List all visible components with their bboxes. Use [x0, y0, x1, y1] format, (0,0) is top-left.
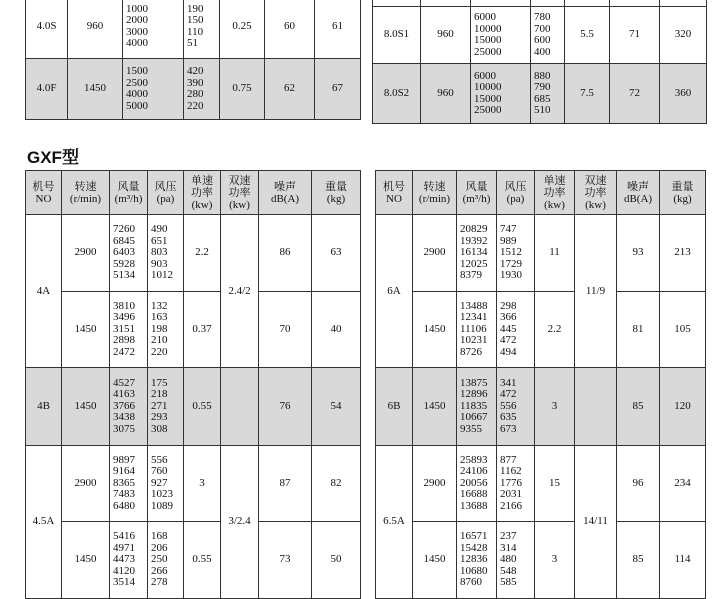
header-weight: 重量 (kg) — [660, 171, 706, 215]
table-row — [26, 0, 361, 59]
model-cell: 8.0S1 — [373, 7, 421, 64]
weight-cell: 67 — [315, 59, 361, 120]
header-single-power: 单速 功率 (kw) — [535, 171, 575, 215]
table-row — [376, 522, 706, 599]
table-row — [26, 59, 361, 120]
weight-cell: 61 — [315, 0, 361, 59]
noise-cell: 62 — [265, 59, 315, 120]
section-title: GXF型 — [27, 148, 79, 167]
model-cell: 6B — [376, 368, 413, 446]
dual-power-cell: 11/9 — [575, 215, 617, 368]
noise-cell: 76 — [259, 368, 312, 446]
single-power-cell: 0.55 — [184, 522, 221, 599]
flow-cell: 13875 12896 11835 10667 9355 — [457, 368, 497, 446]
flow-cell: 3810 3496 3151 2898 2472 — [110, 291, 148, 368]
weight-cell: 63 — [312, 215, 361, 292]
speed-cell: 960 — [68, 0, 123, 59]
header-speed: 转速 (r/min) — [413, 171, 457, 215]
pressure-cell: 877 1162 1776 2031 2166 — [497, 445, 535, 522]
spec-table-gxf-left — [25, 170, 361, 599]
noise-cell: 85 — [617, 368, 660, 446]
weight-cell: 40 — [312, 291, 361, 368]
header-model: 机号 NO — [26, 171, 62, 215]
table-row — [376, 445, 706, 522]
pressure-cell: 132 163 198 210 220 — [148, 291, 184, 368]
model-cell: 8.0S2 — [373, 64, 421, 124]
weight-cell: 82 — [312, 445, 361, 522]
pressure-cell: 237 314 480 548 585 — [497, 522, 535, 599]
pressure-cell: 175 218 271 293 308 — [148, 368, 184, 446]
pressure-cell: 298 366 445 472 494 — [497, 291, 535, 368]
table-row — [373, 64, 707, 124]
weight-cell: 320 — [660, 7, 707, 64]
power-cell: 7.5 — [565, 64, 610, 124]
dual-power-cell: 14/11 — [575, 445, 617, 598]
speed-cell: 1450 — [68, 59, 123, 120]
single-power-cell: 0.37 — [184, 291, 221, 368]
header-model: 机号 NO — [376, 171, 413, 215]
noise-cell: 85 — [617, 522, 660, 599]
speed-cell: 1450 — [413, 522, 457, 599]
pressure-cell: 780 700 600 400 — [531, 7, 565, 64]
dual-power-cell — [221, 368, 259, 446]
pressure-cell: 168 206 250 266 278 — [148, 522, 184, 599]
single-power-cell: 0.55 — [184, 368, 221, 446]
flow-cell: 25893 24106 20056 16688 13688 — [457, 445, 497, 522]
pressure-cell: 747 989 1512 1729 1930 — [497, 215, 535, 292]
model-cell: 6A — [376, 215, 413, 368]
flow-cell: 6000 10000 15000 25000 — [471, 7, 531, 64]
single-power-cell: 11 — [535, 215, 575, 292]
spec-table-gxf-right — [375, 170, 706, 599]
header-single-power: 单速 功率 (kw) — [184, 171, 221, 215]
header-speed: 转速 (r/min) — [62, 171, 110, 215]
weight-cell: 213 — [660, 215, 706, 292]
speed-cell: 1450 — [62, 291, 110, 368]
speed-cell: 2900 — [413, 445, 457, 522]
weight-cell: 234 — [660, 445, 706, 522]
noise-cell: 86 — [259, 215, 312, 292]
pressure-cell: 190 150 110 51 — [184, 0, 220, 59]
spec-table-top-left — [25, 0, 361, 120]
speed-cell: 960 — [421, 7, 471, 64]
flow-cell: 16571 15428 12836 10680 8760 — [457, 522, 497, 599]
power-cell: 5.5 — [565, 7, 610, 64]
table-row — [26, 522, 361, 599]
header-dual-power: 双速 功率 (kw) — [221, 171, 259, 215]
spec-table-top-right — [372, 0, 707, 124]
model-cell: 4.0S — [26, 0, 68, 59]
model-cell: 4A — [26, 215, 62, 368]
noise-cell: 71 — [610, 7, 660, 64]
weight-cell: 54 — [312, 368, 361, 446]
noise-cell: 73 — [259, 522, 312, 599]
power-cell: 0.25 — [220, 0, 265, 59]
header-pressure: 风压 (pa) — [497, 171, 535, 215]
single-power-cell: 2.2 — [184, 215, 221, 292]
speed-cell: 960 — [421, 64, 471, 124]
flow-cell: 6000 10000 15000 25000 — [471, 64, 531, 124]
header-pressure: 风压 (pa) — [148, 171, 184, 215]
header-flow: 风量 (m³/h) — [457, 171, 497, 215]
noise-cell: 96 — [617, 445, 660, 522]
model-cell: 4.0F — [26, 59, 68, 120]
dual-power-cell: 2.4/2 — [221, 215, 259, 368]
flow-cell: 4527 4163 3766 3438 3075 — [110, 368, 148, 446]
table-row — [26, 445, 361, 522]
table-row — [373, 7, 707, 64]
noise-cell: 70 — [259, 291, 312, 368]
speed-cell: 1450 — [413, 368, 457, 446]
dual-power-cell: 3/2.4 — [221, 445, 259, 598]
weight-cell: 360 — [660, 64, 707, 124]
speed-cell: 2900 — [62, 445, 110, 522]
table-row — [376, 215, 706, 292]
flow-cell: 20829 19392 16134 12025 8379 — [457, 215, 497, 292]
flow-cell: 1000 2000 3000 4000 — [123, 0, 184, 59]
single-power-cell: 3 — [535, 522, 575, 599]
flow-cell: 7260 6845 6403 5928 5134 — [110, 215, 148, 292]
single-power-cell: 15 — [535, 445, 575, 522]
weight-cell: 50 — [312, 522, 361, 599]
pressure-cell: 880 790 685 510 — [531, 64, 565, 124]
model-cell: 4.5A — [26, 445, 62, 598]
flow-cell: 13488 12341 11106 10231 8726 — [457, 291, 497, 368]
noise-cell: 60 — [265, 0, 315, 59]
single-power-cell: 3 — [535, 368, 575, 446]
pressure-cell: 341 472 556 635 673 — [497, 368, 535, 446]
model-cell: 6.5A — [376, 445, 413, 598]
speed-cell: 2900 — [413, 215, 457, 292]
pressure-cell: 420 390 280 220 — [184, 59, 220, 120]
speed-cell: 2900 — [62, 215, 110, 292]
model-cell: 4B — [26, 368, 62, 446]
noise-cell: 81 — [617, 291, 660, 368]
single-power-cell: 2.2 — [535, 291, 575, 368]
noise-cell: 93 — [617, 215, 660, 292]
speed-cell: 1450 — [62, 368, 110, 446]
weight-cell: 114 — [660, 522, 706, 599]
table-row — [376, 368, 706, 446]
table-row — [26, 368, 361, 446]
noise-cell: 72 — [610, 64, 660, 124]
table-header-row — [376, 171, 706, 215]
speed-cell: 1450 — [62, 522, 110, 599]
pressure-cell: 556 760 927 1023 1089 — [148, 445, 184, 522]
table-row — [26, 291, 361, 368]
flow-cell: 9897 9164 8365 7483 6480 — [110, 445, 148, 522]
speed-cell: 1450 — [413, 291, 457, 368]
table-header-row — [26, 171, 361, 215]
header-noise: 噪声 dB(A) — [259, 171, 312, 215]
dual-power-cell — [575, 368, 617, 446]
noise-cell: 87 — [259, 445, 312, 522]
weight-cell: 120 — [660, 368, 706, 446]
single-power-cell: 3 — [184, 445, 221, 522]
table-row — [376, 291, 706, 368]
flow-cell: 5416 4971 4473 4120 3514 — [110, 522, 148, 599]
weight-cell: 105 — [660, 291, 706, 368]
flow-cell: 1500 2500 4000 5000 — [123, 59, 184, 120]
header-noise: 噪声 dB(A) — [617, 171, 660, 215]
power-cell: 0.75 — [220, 59, 265, 120]
header-dual-power: 双速 功率 (kw) — [575, 171, 617, 215]
header-flow: 风量 (m³/h) — [110, 171, 148, 215]
pressure-cell: 490 651 803 903 1012 — [148, 215, 184, 292]
table-row — [26, 215, 361, 292]
header-weight: 重量 (kg) — [312, 171, 361, 215]
